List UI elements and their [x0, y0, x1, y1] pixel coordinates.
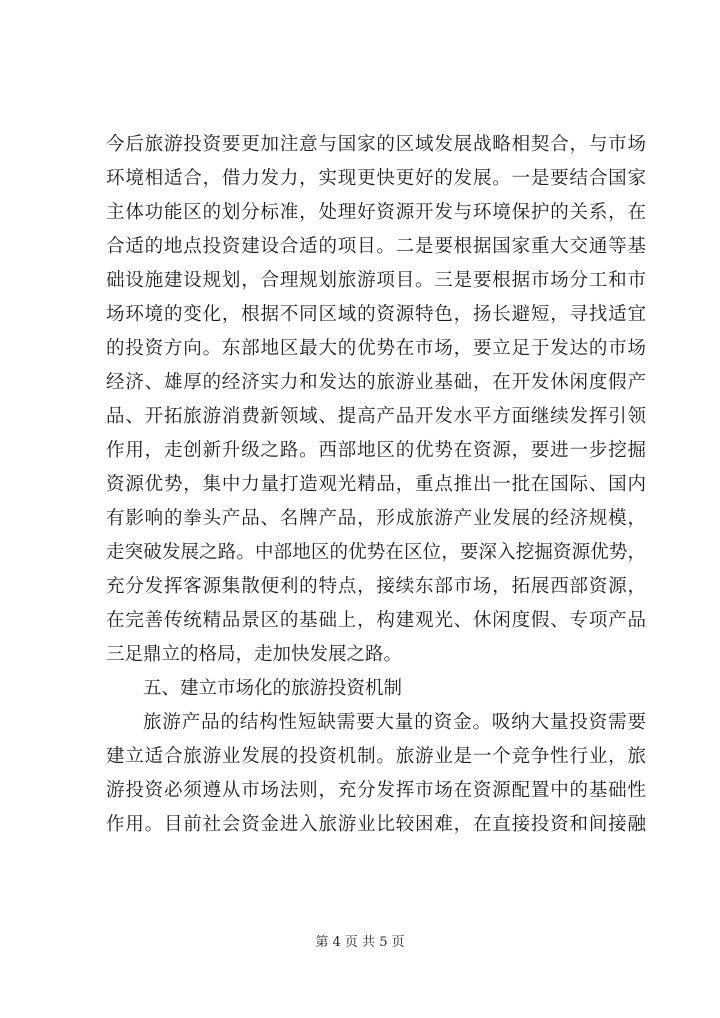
text-line: 走突破发展之路。中部地区的优势在区位，要深入挖掘资源优势，: [106, 542, 646, 563]
text-line: 作用。目前社会资金进入旅游业比较困难，在直接投资和间接融: [106, 814, 646, 835]
text-line: 础设施建设规划，合理规划旅游项目。三是要根据市场分工和市: [106, 270, 646, 291]
text-line: 资源优势，集中力量打造观光精品，重点推出一批在国际、国内: [106, 474, 646, 495]
text-line: 的投资方向。东部地区最大的优势在市场，要立足于发达的市场: [106, 338, 646, 359]
section-heading: 五、建立市场化的旅游投资机制: [143, 678, 403, 699]
body-text: [106, 128, 646, 842]
text-line: 建立适合旅游业发展的投资机制。旅游业是一个竞争性行业，旅: [106, 746, 646, 767]
text-line: 有影响的拳头产品、名牌产品，形成旅游产业发展的经济规模，: [106, 508, 646, 529]
text-line: 环境相适合，借力发力，实现更快更好的发展。一是要结合国家: [106, 168, 646, 189]
text-line: 作用，走创新升级之路。西部地区的优势在资源，要进一步挖掘: [106, 440, 646, 461]
text-line: 主体功能区的划分标准，处理好资源开发与环境保护的关系，在: [106, 202, 646, 223]
text-line: 合适的地点投资建设合适的项目。二是要根据国家重大交通等基: [106, 236, 646, 257]
text-line: 品、开拓旅游消费新领域、提高产品开发水平方面继续发挥引领: [106, 406, 646, 427]
text-line: 充分发挥客源集散便利的特点，接续东部市场，拓展西部资源，: [106, 576, 646, 597]
text-line: 三足鼎立的格局，走加快发展之路。: [106, 644, 403, 665]
text-line: 在完善传统精品景区的基础上，构建观光、休闲度假、专项产品: [106, 610, 646, 631]
text-line: 旅游产品的结构性短缺需要大量的资金。吸纳大量投资需要: [143, 712, 646, 733]
text-line: 游投资必须遵从市场法则，充分发挥市场在资源配置中的基础性: [106, 780, 646, 801]
text-line: 今后旅游投资要更加注意与国家的区域发展战略相契合，与市场: [106, 134, 646, 155]
text-line: 场环境的变化，根据不同区域的资源特色，扬长避短，寻找适宜: [106, 304, 646, 325]
text-line: 经济、雄厚的经济实力和发达的旅游业基础，在开发休闲度假产: [106, 372, 646, 393]
page-number-footer: 第 4 页 共 5 页: [315, 935, 405, 950]
